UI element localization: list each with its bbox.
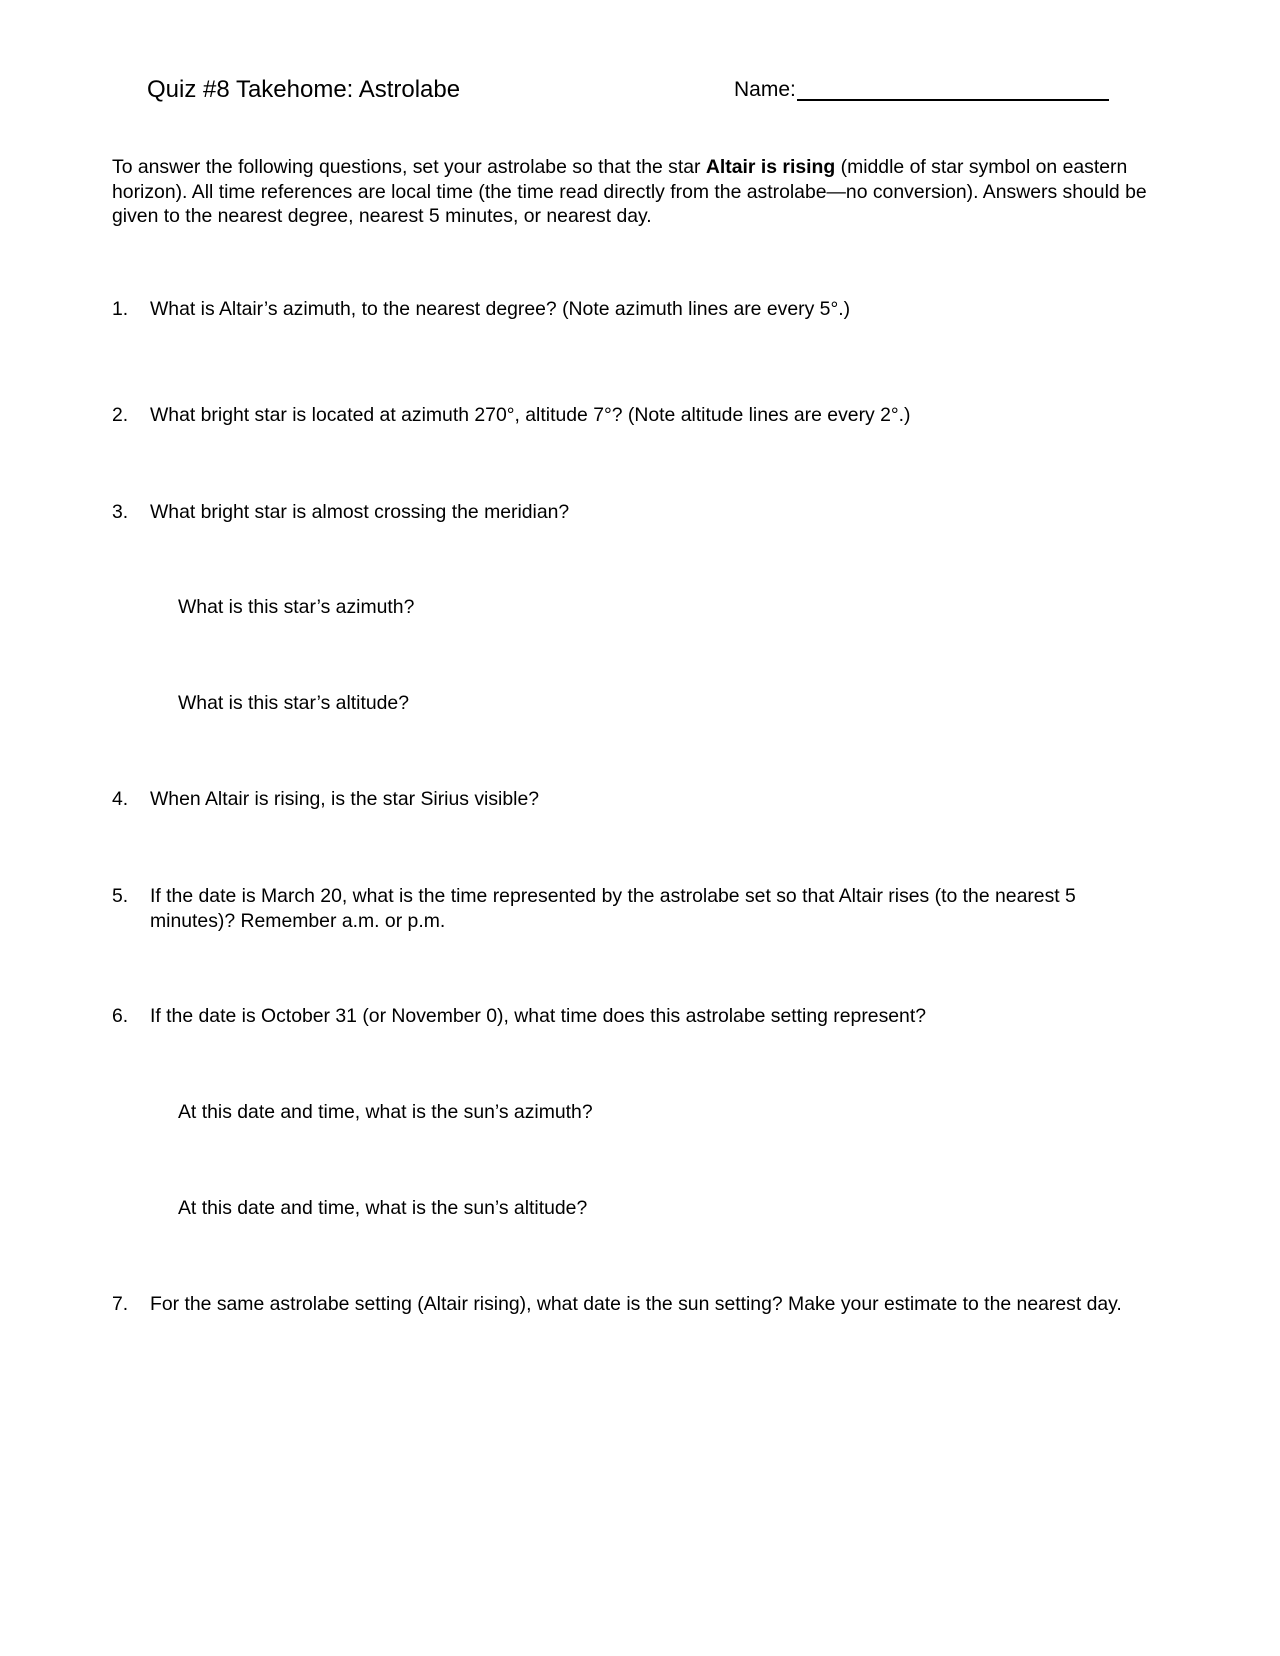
question-6-sub-sun-azimuth: At this date and time, what is the sun’s azimuth?: [178, 1101, 593, 1123]
name-blank-line: [797, 99, 1109, 101]
question-number: 3.: [112, 501, 129, 523]
question-5: [112, 884, 1152, 933]
name-label: Name:: [734, 78, 796, 101]
question-2: [112, 403, 1152, 428]
question-number: 6.: [112, 1005, 129, 1027]
question-text: For the same astrolabe setting (Altair rising), what date is the sun setting? Make your estimate to the nearest day.: [150, 1293, 1122, 1315]
question-6: [112, 1004, 1152, 1029]
question-7: [112, 1292, 1152, 1317]
question-4: [112, 787, 1152, 812]
question-text: When Altair is rising, is the star Sirius visible?: [150, 788, 540, 810]
question-text: If the date is October 31 (or November 0), what time does this astrolabe setting represent?: [150, 1005, 927, 1027]
instructions-text-start: To answer the following questions, set your astrolabe so that the star: [112, 156, 706, 178]
question-6-sub-sun-altitude: At this date and time, what is the sun’s altitude?: [178, 1197, 588, 1219]
instructions-text-end: (middle of star symbol on eastern horizon). All time references are local time (the time read directly from the astrolabe—no conversion). Answers should be given to the nearest degree, nearest 5 minutes, or nearest day.: [112, 156, 1147, 227]
question-number: 2.: [112, 404, 129, 426]
name-field: [734, 70, 796, 110]
question-number: 5.: [112, 885, 129, 907]
question-number: 4.: [112, 788, 129, 810]
instructions-paragraph: [112, 155, 1152, 229]
question-3: [112, 500, 1152, 525]
question-3-sub-azimuth: What is this star’s azimuth?: [178, 596, 415, 618]
page-header: [147, 70, 1107, 110]
question-text: If the date is March 20, what is the time represented by the astrolabe set so that Altair rises (to the nearest 5 minutes)? Remember a.m. or p.m.: [150, 885, 1076, 932]
question-number: 7.: [112, 1293, 129, 1315]
question-text: What is Altair’s azimuth, to the nearest degree? (Note azimuth lines are every 5°.): [150, 298, 851, 320]
question-text: What bright star is almost crossing the meridian?: [150, 501, 570, 523]
question-text: What bright star is located at azimuth 270°, altitude 7°? (Note altitude lines are every 2°.): [150, 404, 911, 426]
question-number: 1.: [112, 298, 129, 320]
question-1: [112, 297, 1152, 322]
instructions-emphasis: Altair is rising: [705, 156, 836, 178]
question-3-sub-altitude: What is this star’s altitude?: [178, 692, 409, 714]
quiz-title: Quiz #8 Takehome: Astrolabe: [147, 76, 461, 103]
